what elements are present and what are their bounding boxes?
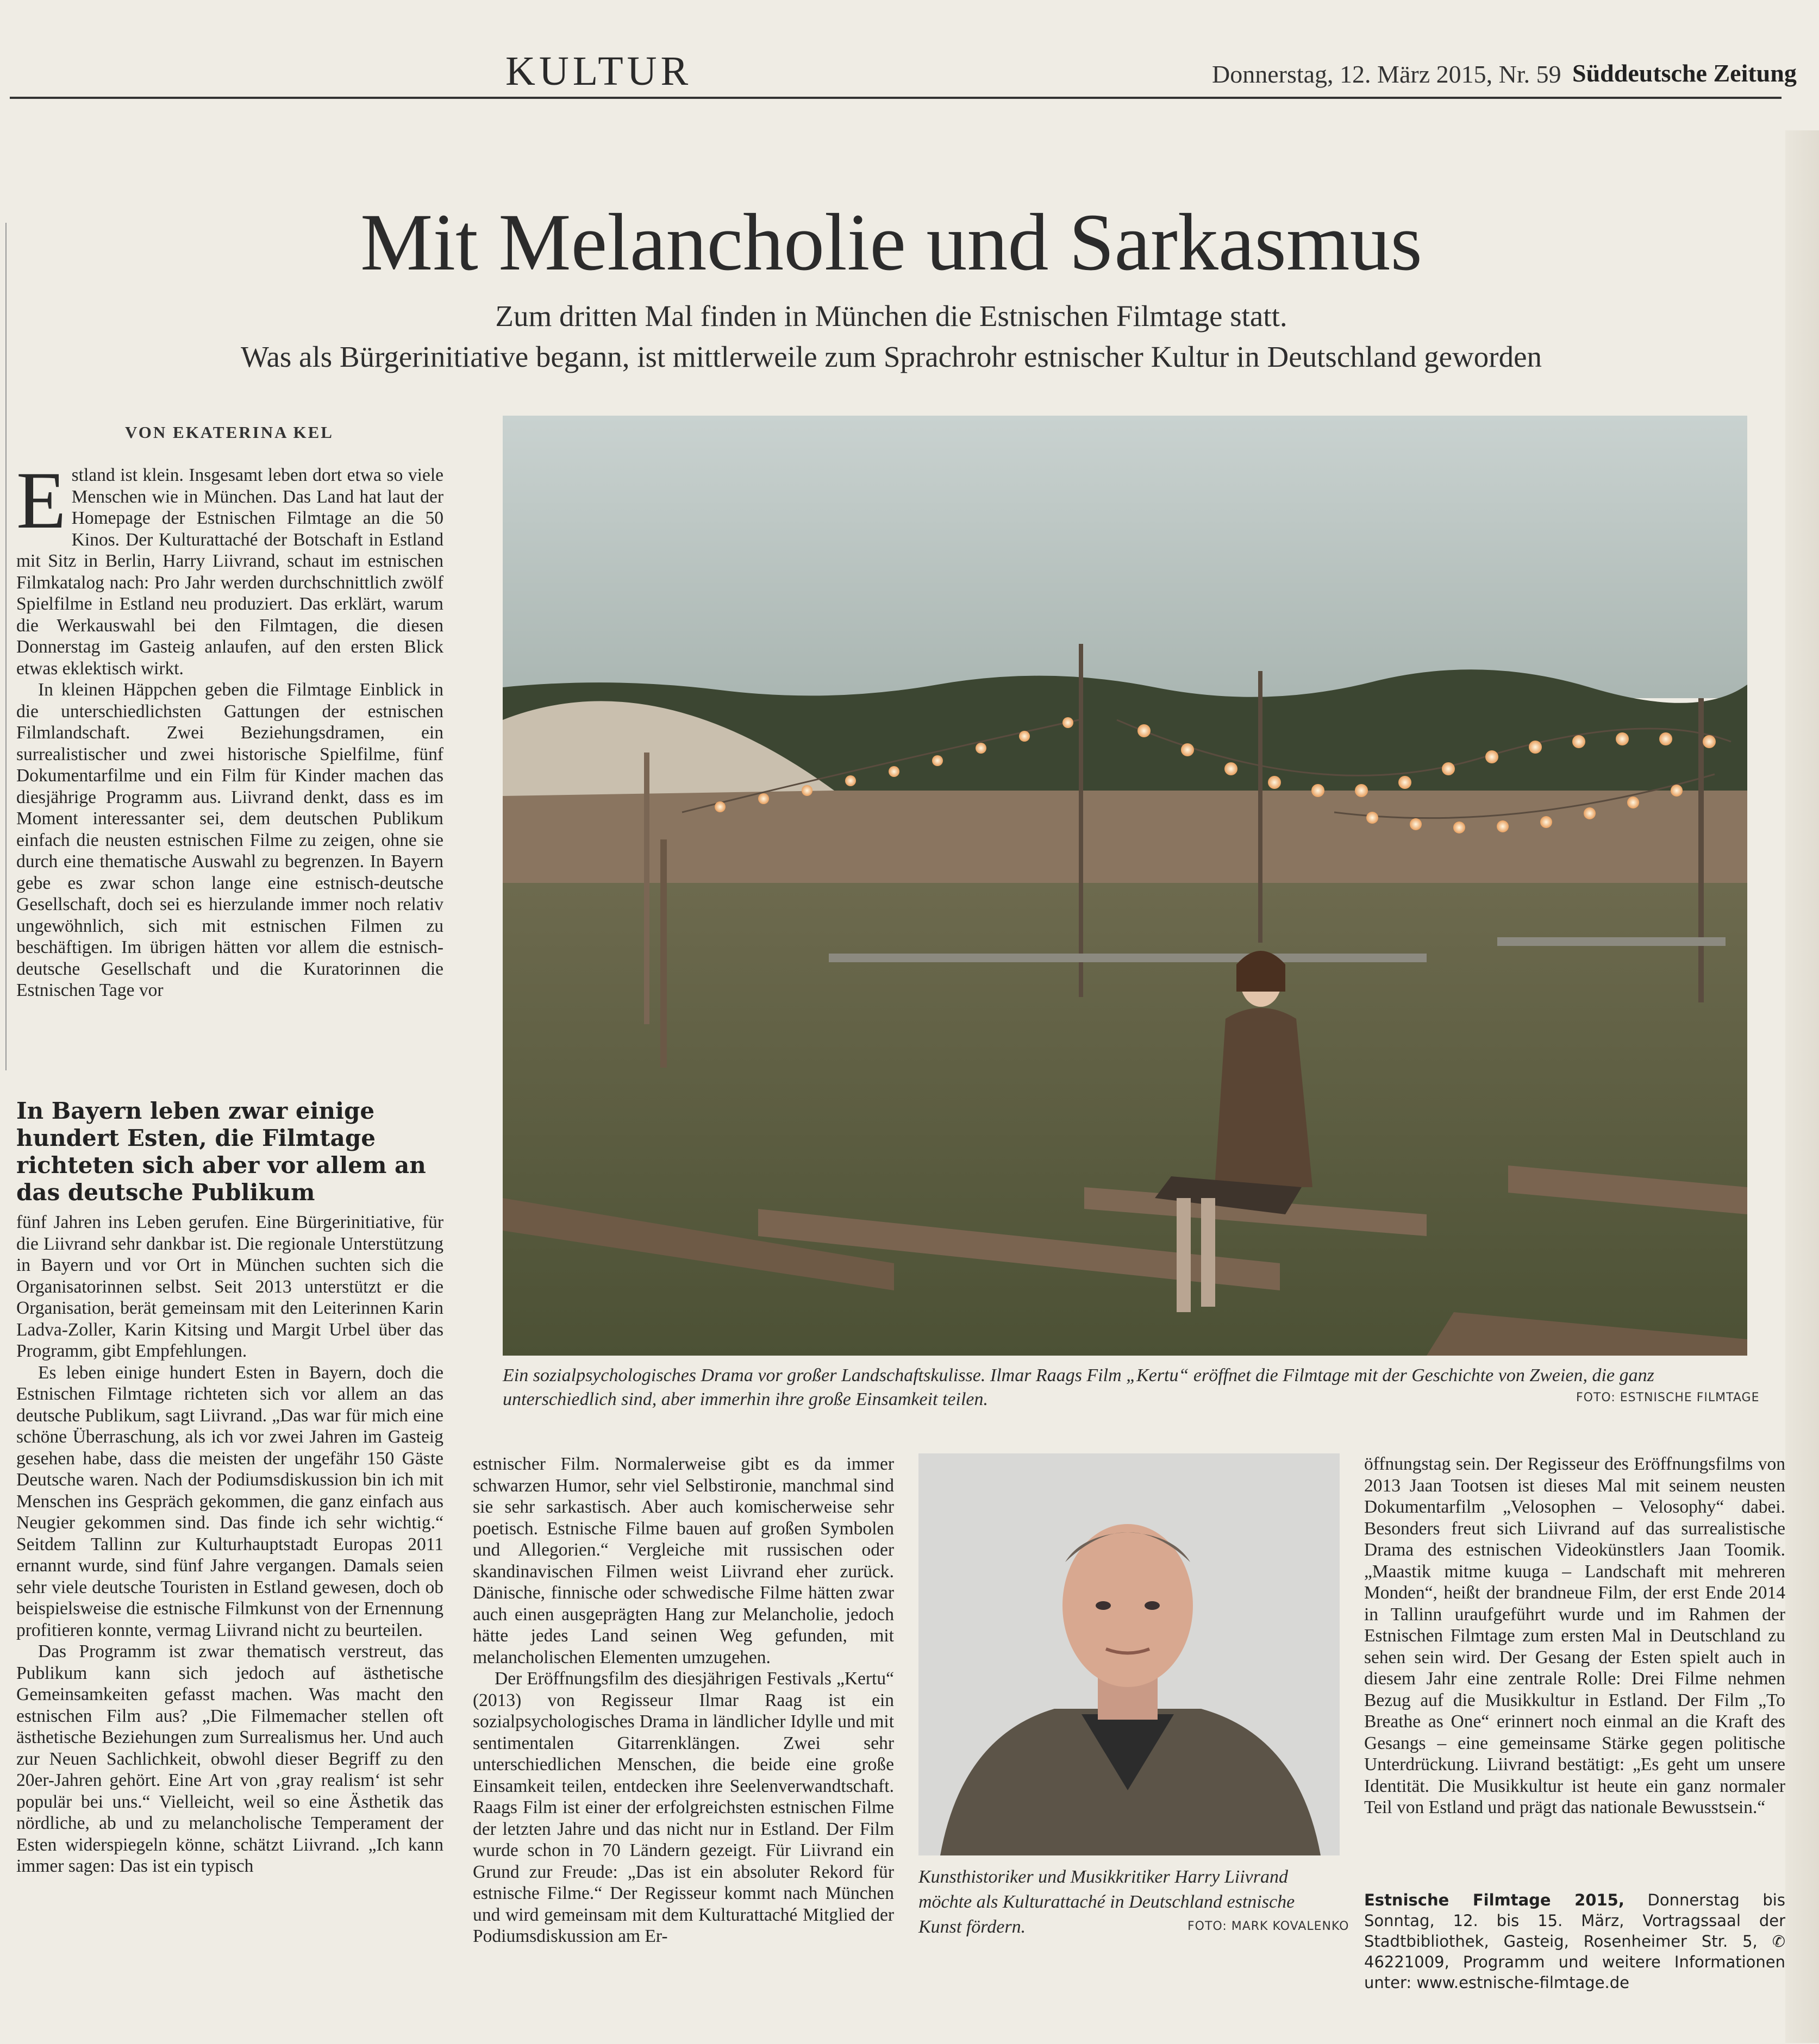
paragraph: Es leben einige hundert Esten in Bayern, doch die Estnischen Filmtage richteten sich vor allem an das deutsche Publikum, sagt Liivrand. „Das war für mich eine schöne Überraschung, als ich vor zwei Jahren im Gasteig gesehen habe, dass die meisten der ungefähr 150 Gäste Deutsche waren. Nach der Podiumsdiskussion bin ich mit Menschen ins Gespräch gekommen, die ganz einfach aus Neugier gekommen sind. Das finde ich sehr wichtig.“ Seitdem Tallinn zur Kulturhauptstadt Europas 2011 ernannt wurde, sind fünf Jahre vergangen. Damals seien sehr viele deutsche Touristen in Estland gewesen, doch ob beispielsweise die estnische Filmkunst von der Ernennung profitieren konnte, vermag Liivrand nicht zu beurteilen. [16, 1362, 443, 1640]
portrait-credit: FOTO: MARK KOVALENKO [1187, 1920, 1349, 1933]
main-photo [503, 416, 1747, 1356]
paragraph: estnischer Film. Normalerweise gibt es da immer schwarzen Humor, sehr viel Selbstironie, manchmal sind sie sehr sarkastisch. Aber auch komischerweise sehr poetisch. Estnische Filme bauen auf großen Symbolen und Allegorien.“ Vergleiche mit russischen oder skandinavischen Filmen weist Liivrand eher zurück. Dänische, finnische oder schwedische Filme hätten zwar auch einen ausgeprägten Hang zur Melancholie, jedoch hätte jedes Land seinen Weg gefunden, mit melancholischen Elementen umzugehen. [473, 1454, 894, 1667]
portrait-photo [918, 1453, 1340, 1855]
paragraph: Das Programm ist zwar thematisch verstreut, das Publikum kann sich jedoch auf ästhetische Gemeinsamkeiten gefasst machen. Was macht den estnischen Film aus? „Die Filmemacher stellen oft ästhetische Beziehungen zum Surrealismus her. Und auch zur Neuen Sachlichkeit, obwohl dieser Begriff zu den 20er-Jahren gehört. Eine Art von ‚gray realism‘ ist sehr populär bei uns.“ Vielleicht, weil so eine Ästhetik das nördliche, ab und zu melancholische Temperament der Esten widerspiegeln könne, schätzt Liivrand. „Ich kann immer sagen: Das ist ein typisch [16, 1641, 443, 1876]
main-photo-caption: Ein sozialpsychologisches Drama vor großer Landschaftskulisse. Ilmar Raags Film „Kertu“ eröffnet die Filmtage mit der Geschichte von Zweien, die ganz unterschiedlich sind, aber immerhin ihre große Einsamkeit teilen. [503, 1365, 1654, 1409]
paragraph-text: stland ist klein. Insgesamt leben dort etwa so viele Menschen wie in München. Das Land hat laut der Homepage der Estnischen Filmtage an die 50 Kinos. Der Kulturattaché der Botschaft in Estland mit Sitz in Berlin, Harry Liivrand, schaut im estnischen Filmkatalog nach: Pro Jahr werden durchschnittlich zwölf Spielfilme in Estland neu produziert. Das erklärt, warum die Werkauswahl bei den Filmtagen, die diesen Donnerstag im Gasteig anlaufen, auf den ersten Blick etwas eklektisch wirkt. [16, 465, 443, 679]
portrait-caption: Kunsthistoriker und Musikkritiker Harry Liivrand möchte als Kulturattaché in Deutschland estnische Kunst fördern. [918, 1867, 1295, 1937]
pull-quote: In Bayern leben zwar einige hundert Esten, die Filmtage richteten sich aber vor allem an das deutsche Publikum [16, 1098, 426, 1206]
main-photo-credit: FOTO: ESTNISCHE FILMTAGE [1576, 1391, 1760, 1405]
article-column-3 [1364, 1453, 1785, 1883]
event-info-box [1364, 1890, 1785, 1993]
portrait-illustration [918, 1453, 1340, 1855]
adjacent-page-bleed [1785, 130, 1819, 2043]
deck-line-2: Was als Bürgerinitiative begann, ist mittlerweile zum Sprachrohr estnischer Kultur in Deutschland geworden [240, 340, 1542, 373]
article-column-2 [473, 1453, 894, 2035]
paragraph: öffnungstag sein. Der Regisseur des Eröffnungsfilms von 2013 Jaan Tootsen ist dieses Mal mit seinem neusten Dokumentarfilm „Velosophen – Velosophy“ dabei. Besonders freut sich Liivrand auf das surrealistische Drama des estnischen Videokünstlers Jaan Toomik. „Maastik mitme kuuga – Landschaft mit mehreren Monden“, heißt der brandneue Film, der erst Ende 2014 in Tallinn uraufgeführt wurde und im Rahmen der Estnischen Filmtage zum ersten Mal in Deutschland zu sehen sein wird. Der Gesang der Esten spielt auch in diesem Jahr eine zentrale Rolle: Drei Filme nehmen Bezug auf die Musikkultur in Estland. Der Film „To Breathe as One“ erinnert noch einmal an die Kraft des Gesangs – eine gemeinsame Stärke gegen politische Unterdrückung. Liivrand bestätigt: „Es geht um unsere Identität. Die Musikkultur ist heute ein ganz normaler Teil von Estland und prägt das nationale Bewusstsein.“ [1364, 1454, 1785, 1817]
paragraph: fünf Jahren ins Leben gerufen. Eine Bürgerinitiative, für die Liivrand sehr dankbar ist. Die regionale Unterstützung in Bayern und vor Ort in München suchten sich die Organisatorinnen selbst. Seit 2013 unterstützt er die Organisation, berät gemeinsam mit den Leiterinnen Karin Ladva-Zoller, Karin Kitsing und Margit Urbel über das Programm, gibt Empfehlungen. [16, 1212, 443, 1361]
issue-date: Donnerstag, 12. März 2015, Nr. 59 [1212, 60, 1561, 88]
paragraph: In kleinen Häppchen geben die Filmtage Einblick in die unterschiedlichsten Gattungen der estnischen Filmlandschaft. Zwei Beziehungsdramen, ein surrealistischer und zwei historische Spielfilme, fünf Dokumentarfilme und ein Film für Kinder machen das diesjährige Programm aus. Liivrand denkt, dass es im Moment interessanter sei, dem deutschen Publikum einfach die neusten estnischen Filme zu zeigen, ohne sie durch eine thematische Auswahl zu begrenzen. In Bayern gebe es zwar schon lange eine estnisch-deutsche Gesellschaft, doch sei es hierzulande immer noch relativ ungewöhnlich, sich mit estnischen Filmen zu beschäftigen. Im übrigen hätten vor allem die estnisch-deutsche Gesellschaft und die Kuratorinnen die Estnischen Tage vor [16, 680, 443, 1000]
paragraph: Der Eröffnungsfilm des diesjährigen Festivals „Kertu“ (2013) von Regisseur Ilmar Raag ist ein sozialpsychologisches Drama in ländlicher Idylle und mit sentimentalen Gitarrenklängen. Zwei sehr unterschiedlichen Menschen, die beide eine große Einsamkeit teilen, entdecken ihre Seelenverwandtschaft. Raags Film ist einer der erfolgreichsten estnischen Filme der letzten Jahre und das nicht nur in Estland. Der Film wurde schon in 70 Ländern gezeigt. Für Liivrand ein Grund zur Freude: „Das ist ein absoluter Rekord für estnische Filme.“ Der Regisseur kommt nach München und wird gemeinsam mit dem Kulturattaché Mitglied der Podiumsdiskussion am Er- [473, 1669, 894, 1946]
headline: Mit Melancholie und Sarkasmus [360, 197, 1422, 287]
byline: VON EKATERINA KEL [125, 423, 334, 442]
field-scene-illustration [503, 416, 1747, 1356]
paragraph [16, 465, 443, 679]
header-rule [10, 97, 1782, 99]
article-column-1-top [16, 465, 443, 1079]
column-rule [5, 223, 7, 1070]
section-label: KULTUR [505, 48, 692, 94]
event-info-title: Estnische Filmtage 2015, [1364, 1891, 1624, 1909]
drop-cap: E [16, 465, 66, 546]
masthead-logo: Süddeutsche Zeitung [1572, 59, 1797, 87]
article-column-1-bottom [16, 1212, 443, 2037]
deck-line-1: Zum dritten Mal finden in München die Estnischen Filmtage statt. [495, 299, 1287, 333]
event-info-text: Donnerstag bis Sonntag, 12. bis 15. März, Vortragssaal der Stadtbibliothek, Gasteig, Rosenheimer Str. 5, ✆ 46221009, Programm und weitere Informationen unter: www.estnische-filmtage.de [1364, 1891, 1785, 1992]
